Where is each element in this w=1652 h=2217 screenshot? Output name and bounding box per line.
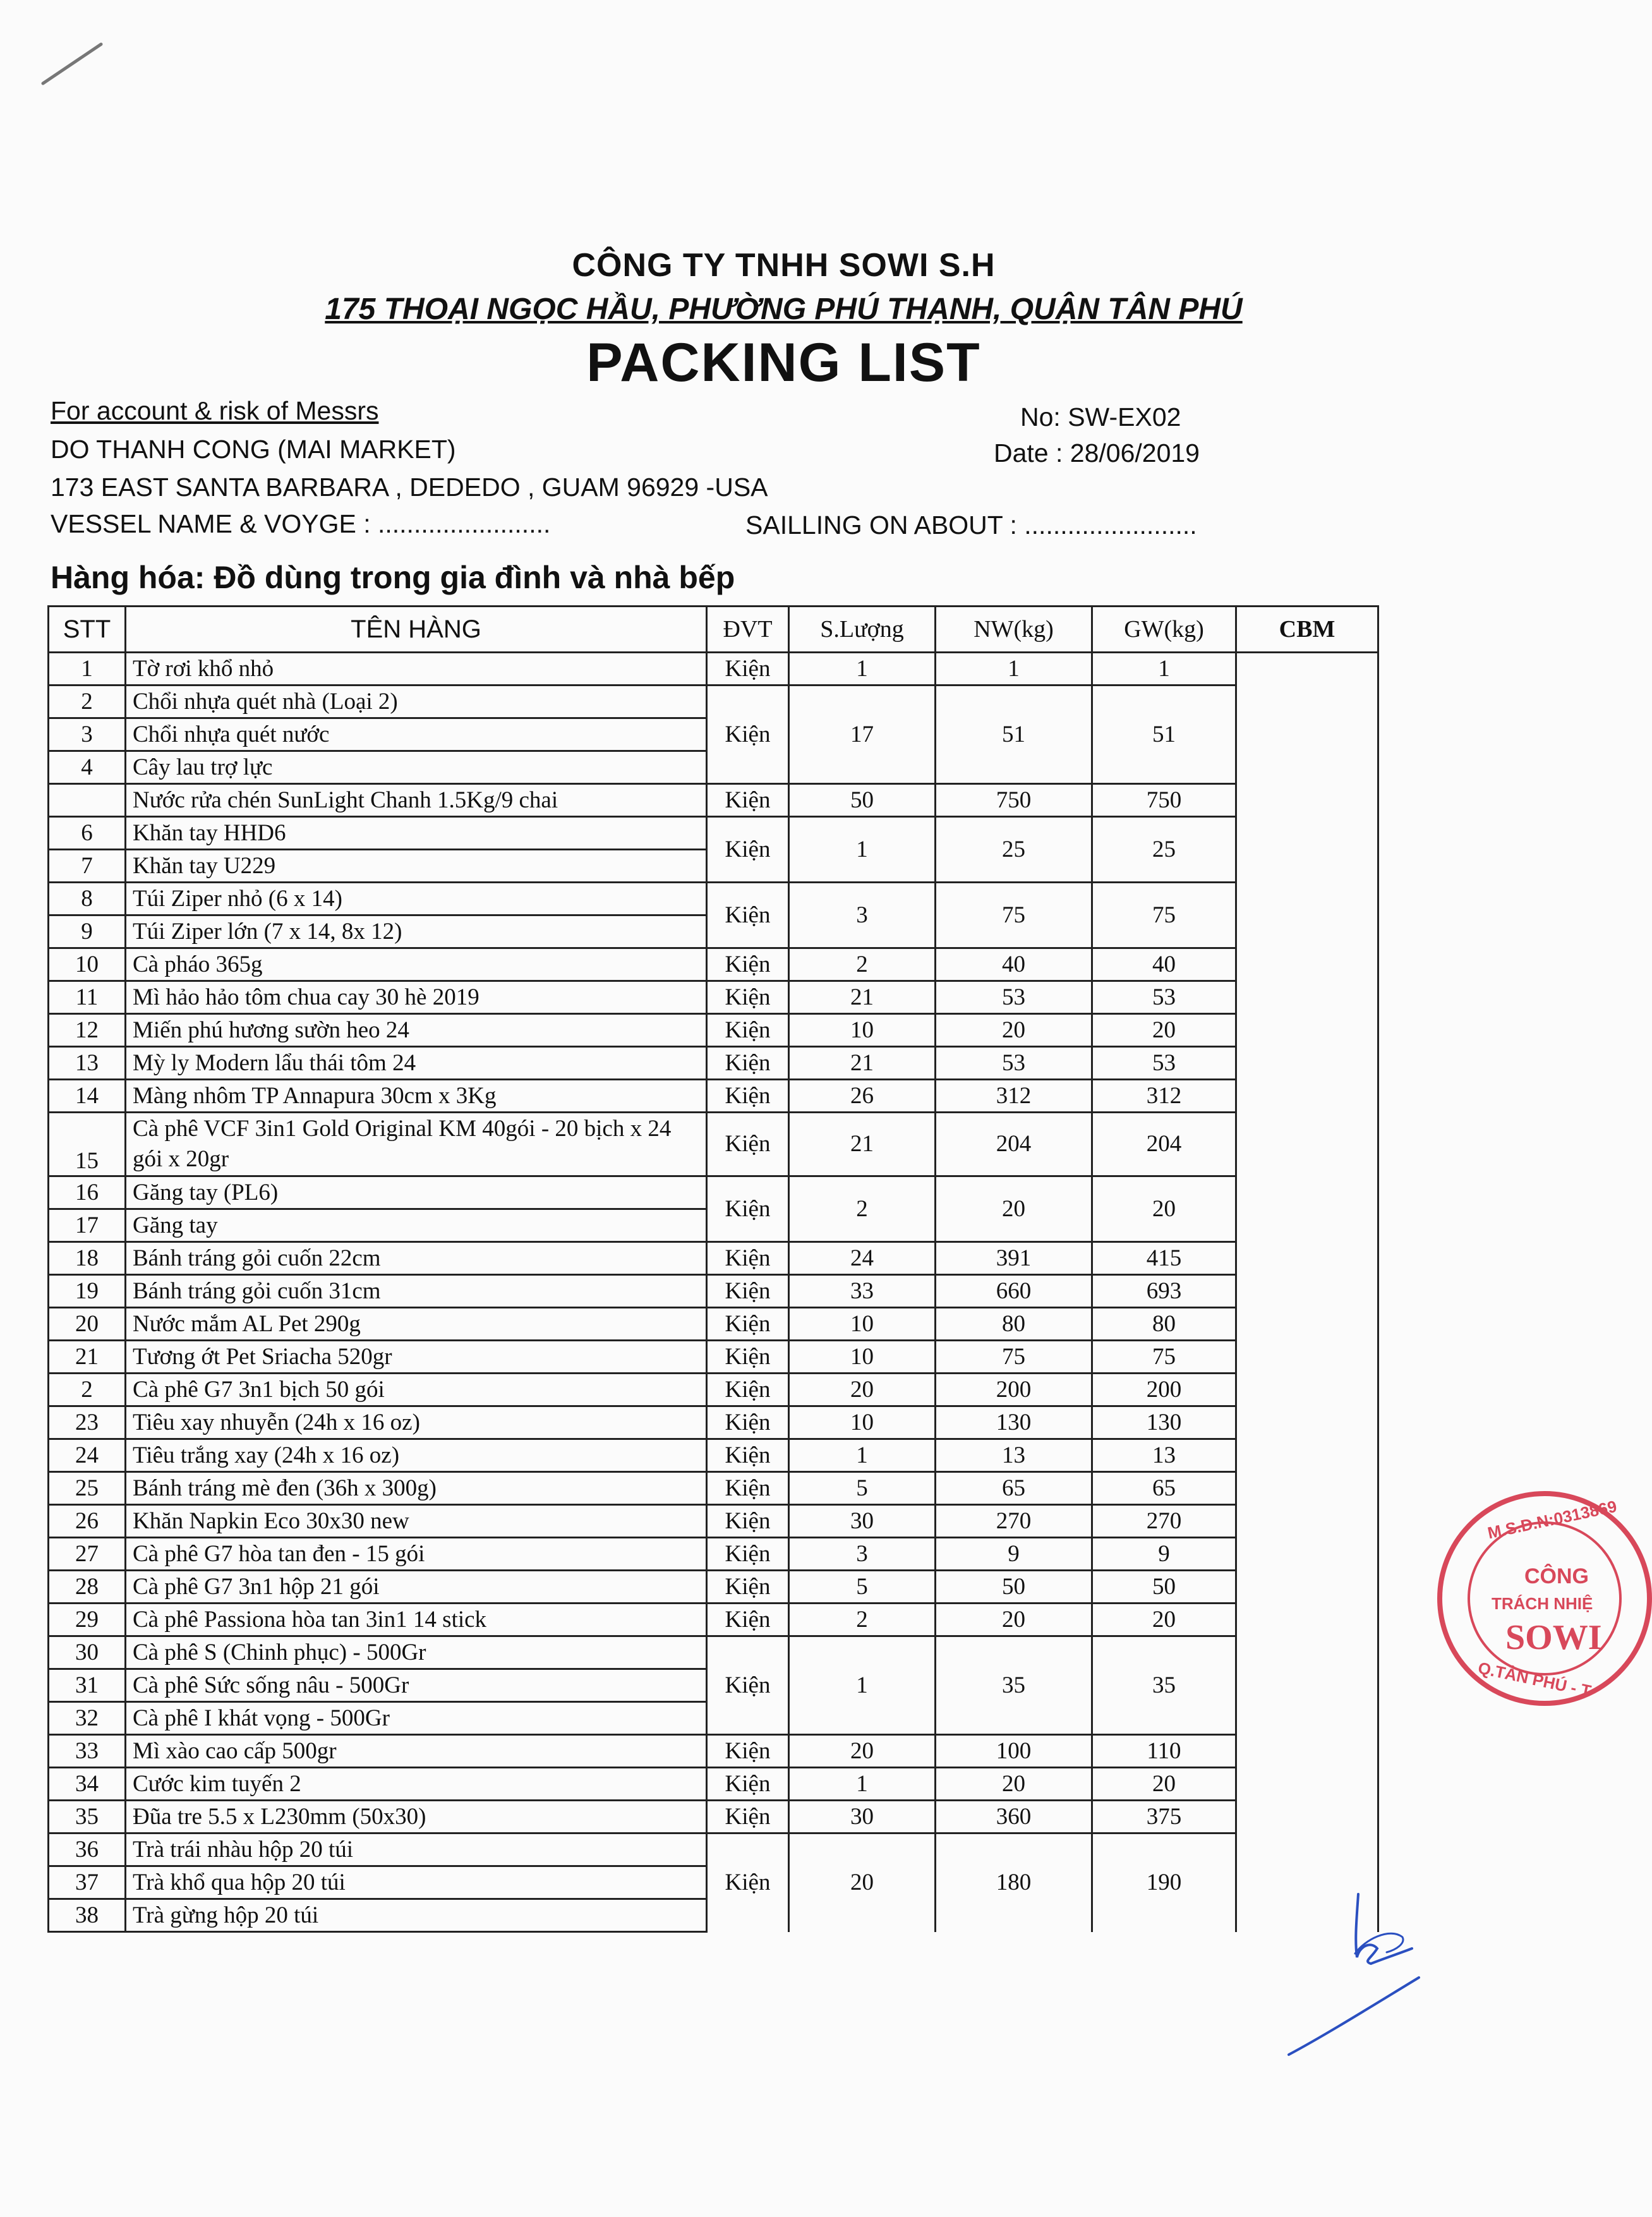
row-nw: 53: [936, 981, 1092, 1014]
row-unit: Kiện: [707, 1308, 789, 1341]
row-nw: 65: [936, 1472, 1092, 1505]
row-stt: 23: [49, 1406, 126, 1439]
table-row: [49, 1275, 1378, 1308]
row-nw: 20: [936, 1176, 1092, 1242]
row-stt: 20: [49, 1308, 126, 1341]
header-name: TÊN HÀNG: [126, 607, 707, 653]
row-nw: 312: [936, 1080, 1092, 1113]
table-row: [49, 1604, 1378, 1636]
row-name: Màng nhôm TP Annapura 30cm x 3Kg: [126, 1080, 707, 1113]
row-nw: 360: [936, 1801, 1092, 1833]
row-stt: 2: [49, 1374, 126, 1406]
company-address: 175 THOẠI NGỌC HẦU, PHƯỜNG PHÚ THẠNH, QUẬN TÂN PHÚ: [325, 293, 1243, 326]
row-name: Bánh tráng gỏi cuốn 31cm: [126, 1275, 707, 1308]
row-stt: 32: [49, 1702, 126, 1735]
row-nw: 75: [936, 1341, 1092, 1374]
table-row: [49, 1308, 1378, 1341]
row-name: Miến phú hương sườn heo 24: [126, 1014, 707, 1047]
table-row: [49, 1047, 1378, 1080]
row-qty: 10: [789, 1406, 936, 1439]
account-label: For account & risk of Messrs: [51, 396, 379, 425]
row-qty: 2: [789, 1604, 936, 1636]
row-qty: 10: [789, 1341, 936, 1374]
row-nw: 660: [936, 1275, 1092, 1308]
row-unit: Kiện: [707, 1472, 789, 1505]
sailing-line: SAILLING ON ABOUT : ........................: [745, 510, 1197, 540]
row-name: Khăn tay HHD6: [126, 817, 707, 850]
row-name: Mì xào cao cấp 500gr: [126, 1735, 707, 1768]
row-gw: 50: [1092, 1571, 1236, 1604]
row-name: Khăn Napkin Eco 30x30 new: [126, 1505, 707, 1538]
row-unit: Kiện: [707, 1341, 789, 1374]
row-name: Bánh tráng mè đen (36h x 300g): [126, 1472, 707, 1505]
row-gw: 415: [1092, 1242, 1236, 1275]
row-name: Túi Ziper nhỏ (6 x 14): [126, 883, 707, 915]
table-row: [49, 883, 1378, 915]
row-name: Khăn tay U229: [126, 850, 707, 883]
row-nw: 180: [936, 1833, 1092, 1932]
row-unit: Kiện: [707, 1242, 789, 1275]
row-stt: 33: [49, 1735, 126, 1768]
row-nw: 100: [936, 1735, 1092, 1768]
table-row: [49, 1439, 1378, 1472]
row-nw: 13: [936, 1439, 1092, 1472]
row-name: Nước rửa chén SunLight Chanh 1.5Kg/9 chai: [126, 784, 707, 817]
table-row: [49, 1636, 1378, 1669]
table-row: [49, 1080, 1378, 1113]
row-unit: Kiện: [707, 686, 789, 784]
row-name: Cà phê S (Chinh phục) - 500Gr: [126, 1636, 707, 1669]
row-gw: 20: [1092, 1604, 1236, 1636]
row-unit: Kiện: [707, 1374, 789, 1406]
row-stt: 4: [49, 751, 126, 784]
row-nw: 200: [936, 1374, 1092, 1406]
row-gw: 35: [1092, 1636, 1236, 1735]
row-gw: 130: [1092, 1406, 1236, 1439]
table-row: [49, 817, 1378, 850]
row-gw: 204: [1092, 1113, 1236, 1176]
header-nw: NW(kg): [936, 607, 1092, 653]
row-qty: 1: [789, 653, 936, 686]
row-qty: 1: [789, 1636, 936, 1735]
row-stt: 9: [49, 915, 126, 948]
row-nw: 25: [936, 817, 1092, 883]
row-name: Trà trái nhàu hộp 20 túi: [126, 1833, 707, 1866]
row-stt: 34: [49, 1768, 126, 1801]
row-unit: Kiện: [707, 1636, 789, 1735]
seal-text-line3: TRÁCH NHIỆ: [1492, 1594, 1593, 1613]
row-stt: 35: [49, 1801, 126, 1833]
row-gw: 312: [1092, 1080, 1236, 1113]
row-qty: 5: [789, 1472, 936, 1505]
row-qty: 24: [789, 1242, 936, 1275]
row-qty: 21: [789, 1113, 936, 1176]
row-gw: 65: [1092, 1472, 1236, 1505]
row-nw: 75: [936, 883, 1092, 948]
row-stt: 37: [49, 1866, 126, 1899]
row-qty: 33: [789, 1275, 936, 1308]
row-gw: 1: [1092, 653, 1236, 686]
row-unit: Kiện: [707, 817, 789, 883]
row-stt: 2: [49, 686, 126, 718]
row-unit: Kiện: [707, 653, 789, 686]
document-date: Date : 28/06/2019: [994, 438, 1200, 468]
company-seal: [1437, 1491, 1652, 1706]
row-gw: 75: [1092, 883, 1236, 948]
row-stt: 10: [49, 948, 126, 981]
row-qty: 2: [789, 948, 936, 981]
row-unit: Kiện: [707, 1768, 789, 1801]
row-stt: 29: [49, 1604, 126, 1636]
table-row: [49, 1505, 1378, 1538]
row-qty: 10: [789, 1014, 936, 1047]
row-gw: 20: [1092, 1768, 1236, 1801]
row-gw: 110: [1092, 1735, 1236, 1768]
row-nw: 1: [936, 653, 1092, 686]
row-unit: Kiện: [707, 1047, 789, 1080]
row-unit: Kiện: [707, 981, 789, 1014]
row-stt: 36: [49, 1833, 126, 1866]
table-row: [49, 1571, 1378, 1604]
row-name: Trà khổ qua hộp 20 túi: [126, 1866, 707, 1899]
row-nw: 51: [936, 686, 1092, 784]
row-nw: 35: [936, 1636, 1092, 1735]
seal-text-line4: SOWI: [1505, 1618, 1602, 1657]
document-number: No: SW-EX02: [1020, 402, 1181, 432]
row-name: Bánh tráng gỏi cuốn 22cm: [126, 1242, 707, 1275]
row-gw: 693: [1092, 1275, 1236, 1308]
row-name: Găng tay (PL6): [126, 1176, 707, 1209]
seal-text-bottom: Q.TÂN PHÚ - T: [1476, 1658, 1593, 1701]
row-gw: 270: [1092, 1505, 1236, 1538]
row-gw: 20: [1092, 1014, 1236, 1047]
table-row: [49, 1768, 1378, 1801]
row-stt: 7: [49, 850, 126, 883]
row-name: Chổi nhựa quét nước: [126, 718, 707, 751]
row-stt: 25: [49, 1472, 126, 1505]
row-nw: 9: [936, 1538, 1092, 1571]
table-row: [49, 1374, 1378, 1406]
row-qty: 2: [789, 1176, 936, 1242]
table-row: [49, 1538, 1378, 1571]
row-name: Cà phê Sức sống nâu - 500Gr: [126, 1669, 707, 1702]
row-stt: 3: [49, 718, 126, 751]
row-unit: Kiện: [707, 1604, 789, 1636]
row-stt: 6: [49, 817, 126, 850]
row-unit: Kiện: [707, 1014, 789, 1047]
table-row: [49, 981, 1378, 1014]
row-unit: Kiện: [707, 1505, 789, 1538]
row-gw: 190: [1092, 1833, 1236, 1932]
row-qty: 17: [789, 686, 936, 784]
table-row: [49, 1801, 1378, 1833]
row-qty: 21: [789, 1047, 936, 1080]
goods-title: Hàng hóa: Đồ dùng trong gia đình và nhà bếp: [51, 560, 735, 595]
row-qty: 20: [789, 1374, 936, 1406]
row-stt: 16: [49, 1176, 126, 1209]
row-qty: 1: [789, 1768, 936, 1801]
header-stt: STT: [49, 607, 126, 653]
seal-text-top: M.S.D.N:0313869: [1486, 1496, 1619, 1543]
row-nw: 204: [936, 1113, 1092, 1176]
row-qty: 1: [789, 1439, 936, 1472]
row-gw: 750: [1092, 784, 1236, 817]
row-stt: 17: [49, 1209, 126, 1242]
row-unit: Kiện: [707, 1406, 789, 1439]
row-unit: Kiện: [707, 784, 789, 817]
row-name: Tiêu trắng xay (24h x 16 oz): [126, 1439, 707, 1472]
row-qty: 20: [789, 1735, 936, 1768]
row-qty: 10: [789, 1308, 936, 1341]
row-name: Cước kim tuyến 2: [126, 1768, 707, 1801]
table-row: [49, 1176, 1378, 1209]
row-gw: 25: [1092, 817, 1236, 883]
row-stt: 8: [49, 883, 126, 915]
row-stt: 31: [49, 1669, 126, 1702]
row-gw: 53: [1092, 981, 1236, 1014]
row-name: Túi Ziper lớn (7 x 14, 8x 12): [126, 915, 707, 948]
row-qty: 1: [789, 817, 936, 883]
table-row: [49, 948, 1378, 981]
customer-address: 173 EAST SANTA BARBARA , DEDEDO , GUAM 96929 -USA: [51, 473, 768, 502]
row-unit: Kiện: [707, 1176, 789, 1242]
row-gw: 13: [1092, 1439, 1236, 1472]
table-row: [49, 1341, 1378, 1374]
row-qty: 5: [789, 1571, 936, 1604]
row-stt: 14: [49, 1080, 126, 1113]
row-name: Cà phê G7 3n1 bịch 50 gói: [126, 1374, 707, 1406]
header-qty: S.Lượng: [789, 607, 936, 653]
table-row: [49, 1833, 1378, 1866]
row-qty: 30: [789, 1505, 936, 1538]
row-unit: Kiện: [707, 1571, 789, 1604]
row-unit: Kiện: [707, 1439, 789, 1472]
vessel-line: VESSEL NAME & VOYGE : ........................: [51, 509, 551, 538]
row-stt: 1: [49, 653, 126, 686]
row-name: Đũa tre 5.5 x L230mm (50x30): [126, 1801, 707, 1833]
row-unit: Kiện: [707, 1833, 789, 1932]
table-row: [49, 1406, 1378, 1439]
table-row: [49, 1735, 1378, 1768]
row-unit: Kiện: [707, 1080, 789, 1113]
row-name: Mỳ ly Modern lẩu thái tôm 24: [126, 1047, 707, 1080]
row-name: Tiêu xay nhuyễn (24h x 16 oz): [126, 1406, 707, 1439]
row-stt: [49, 784, 126, 817]
row-nw: 53: [936, 1047, 1092, 1080]
row-nw: 391: [936, 1242, 1092, 1275]
row-stt: 15: [49, 1113, 126, 1176]
row-name: Trà gừng hộp 20 túi: [126, 1899, 707, 1932]
row-nw: 40: [936, 948, 1092, 981]
row-unit: Kiện: [707, 1801, 789, 1833]
row-gw: 20: [1092, 1176, 1236, 1242]
row-unit: Kiện: [707, 948, 789, 981]
row-name: Cà phê I khát vọng - 500Gr: [126, 1702, 707, 1735]
row-name: Cà phê G7 hòa tan đen - 15 gói: [126, 1538, 707, 1571]
row-qty: 21: [789, 981, 936, 1014]
row-name: Mì hảo hảo tôm chua cay 30 hè 2019: [126, 981, 707, 1014]
row-qty: 50: [789, 784, 936, 817]
row-nw: 750: [936, 784, 1092, 817]
row-gw: 53: [1092, 1047, 1236, 1080]
row-gw: 9: [1092, 1538, 1236, 1571]
row-name: Cà phê G7 3n1 hộp 21 gói: [126, 1571, 707, 1604]
row-unit: Kiện: [707, 1735, 789, 1768]
row-stt: 30: [49, 1636, 126, 1669]
row-nw: 20: [936, 1014, 1092, 1047]
table-row: [49, 1472, 1378, 1505]
pen-mark: [38, 38, 107, 88]
cbm-cell: [1236, 653, 1378, 1932]
row-qty: 30: [789, 1801, 936, 1833]
row-name: Tương ớt Pet Sriacha 520gr: [126, 1341, 707, 1374]
row-gw: 75: [1092, 1341, 1236, 1374]
row-unit: Kiện: [707, 883, 789, 948]
row-stt: 28: [49, 1571, 126, 1604]
row-qty: 26: [789, 1080, 936, 1113]
row-qty: 3: [789, 1538, 936, 1571]
row-stt: 11: [49, 981, 126, 1014]
customer-name: DO THANH CONG (MAI MARKET): [51, 435, 456, 464]
table-row: [49, 653, 1378, 686]
packing-table: [47, 605, 1379, 1933]
row-name: Cà phê VCF 3in1 Gold Original KM 40gói - 20 bịch x 24 gói x 20gr: [126, 1113, 707, 1176]
table-row: [49, 686, 1378, 718]
table-row: [49, 784, 1378, 817]
row-qty: 3: [789, 883, 936, 948]
row-nw: 80: [936, 1308, 1092, 1341]
row-gw: 375: [1092, 1801, 1236, 1833]
row-stt: 27: [49, 1538, 126, 1571]
header-cbm: CBM: [1236, 607, 1378, 653]
header-gw: GW(kg): [1092, 607, 1236, 653]
table-row: [49, 1014, 1378, 1047]
row-name: Cà phê Passiona hòa tan 3in1 14 stick: [126, 1604, 707, 1636]
row-unit: Kiện: [707, 1113, 789, 1176]
row-name: Cây lau trợ lực: [126, 751, 707, 784]
row-stt: 24: [49, 1439, 126, 1472]
row-name: Tờ rơi khổ nhỏ: [126, 653, 707, 686]
row-stt: 13: [49, 1047, 126, 1080]
row-unit: Kiện: [707, 1275, 789, 1308]
table-row: [49, 1242, 1378, 1275]
row-gw: 200: [1092, 1374, 1236, 1406]
row-gw: 80: [1092, 1308, 1236, 1341]
row-stt: 18: [49, 1242, 126, 1275]
row-nw: 50: [936, 1571, 1092, 1604]
company-name: CÔNG TY TNHH SOWI S.H: [572, 247, 996, 284]
row-gw: 40: [1092, 948, 1236, 981]
row-stt: 21: [49, 1341, 126, 1374]
row-name: Chổi nhựa quét nhà (Loại 2): [126, 686, 707, 718]
row-stt: 26: [49, 1505, 126, 1538]
row-nw: 270: [936, 1505, 1092, 1538]
row-nw: 20: [936, 1768, 1092, 1801]
row-name: Găng tay: [126, 1209, 707, 1242]
row-stt: 12: [49, 1014, 126, 1047]
row-stt: 19: [49, 1275, 126, 1308]
row-unit: Kiện: [707, 1538, 789, 1571]
row-name: Cà pháo 365g: [126, 948, 707, 981]
table-row: [49, 1113, 1378, 1176]
row-qty: 20: [789, 1833, 936, 1932]
row-nw: 20: [936, 1604, 1092, 1636]
row-name: Nước mắm AL Pet 290g: [126, 1308, 707, 1341]
row-nw: 130: [936, 1406, 1092, 1439]
header-unit: ĐVT: [707, 607, 789, 653]
row-gw: 51: [1092, 686, 1236, 784]
document-title: PACKING LIST: [586, 332, 981, 393]
seal-text-line2: CÔNG: [1524, 1564, 1589, 1588]
table-header-row: [49, 607, 1378, 653]
row-stt: 38: [49, 1899, 126, 1932]
signature: [1276, 1883, 1440, 2060]
